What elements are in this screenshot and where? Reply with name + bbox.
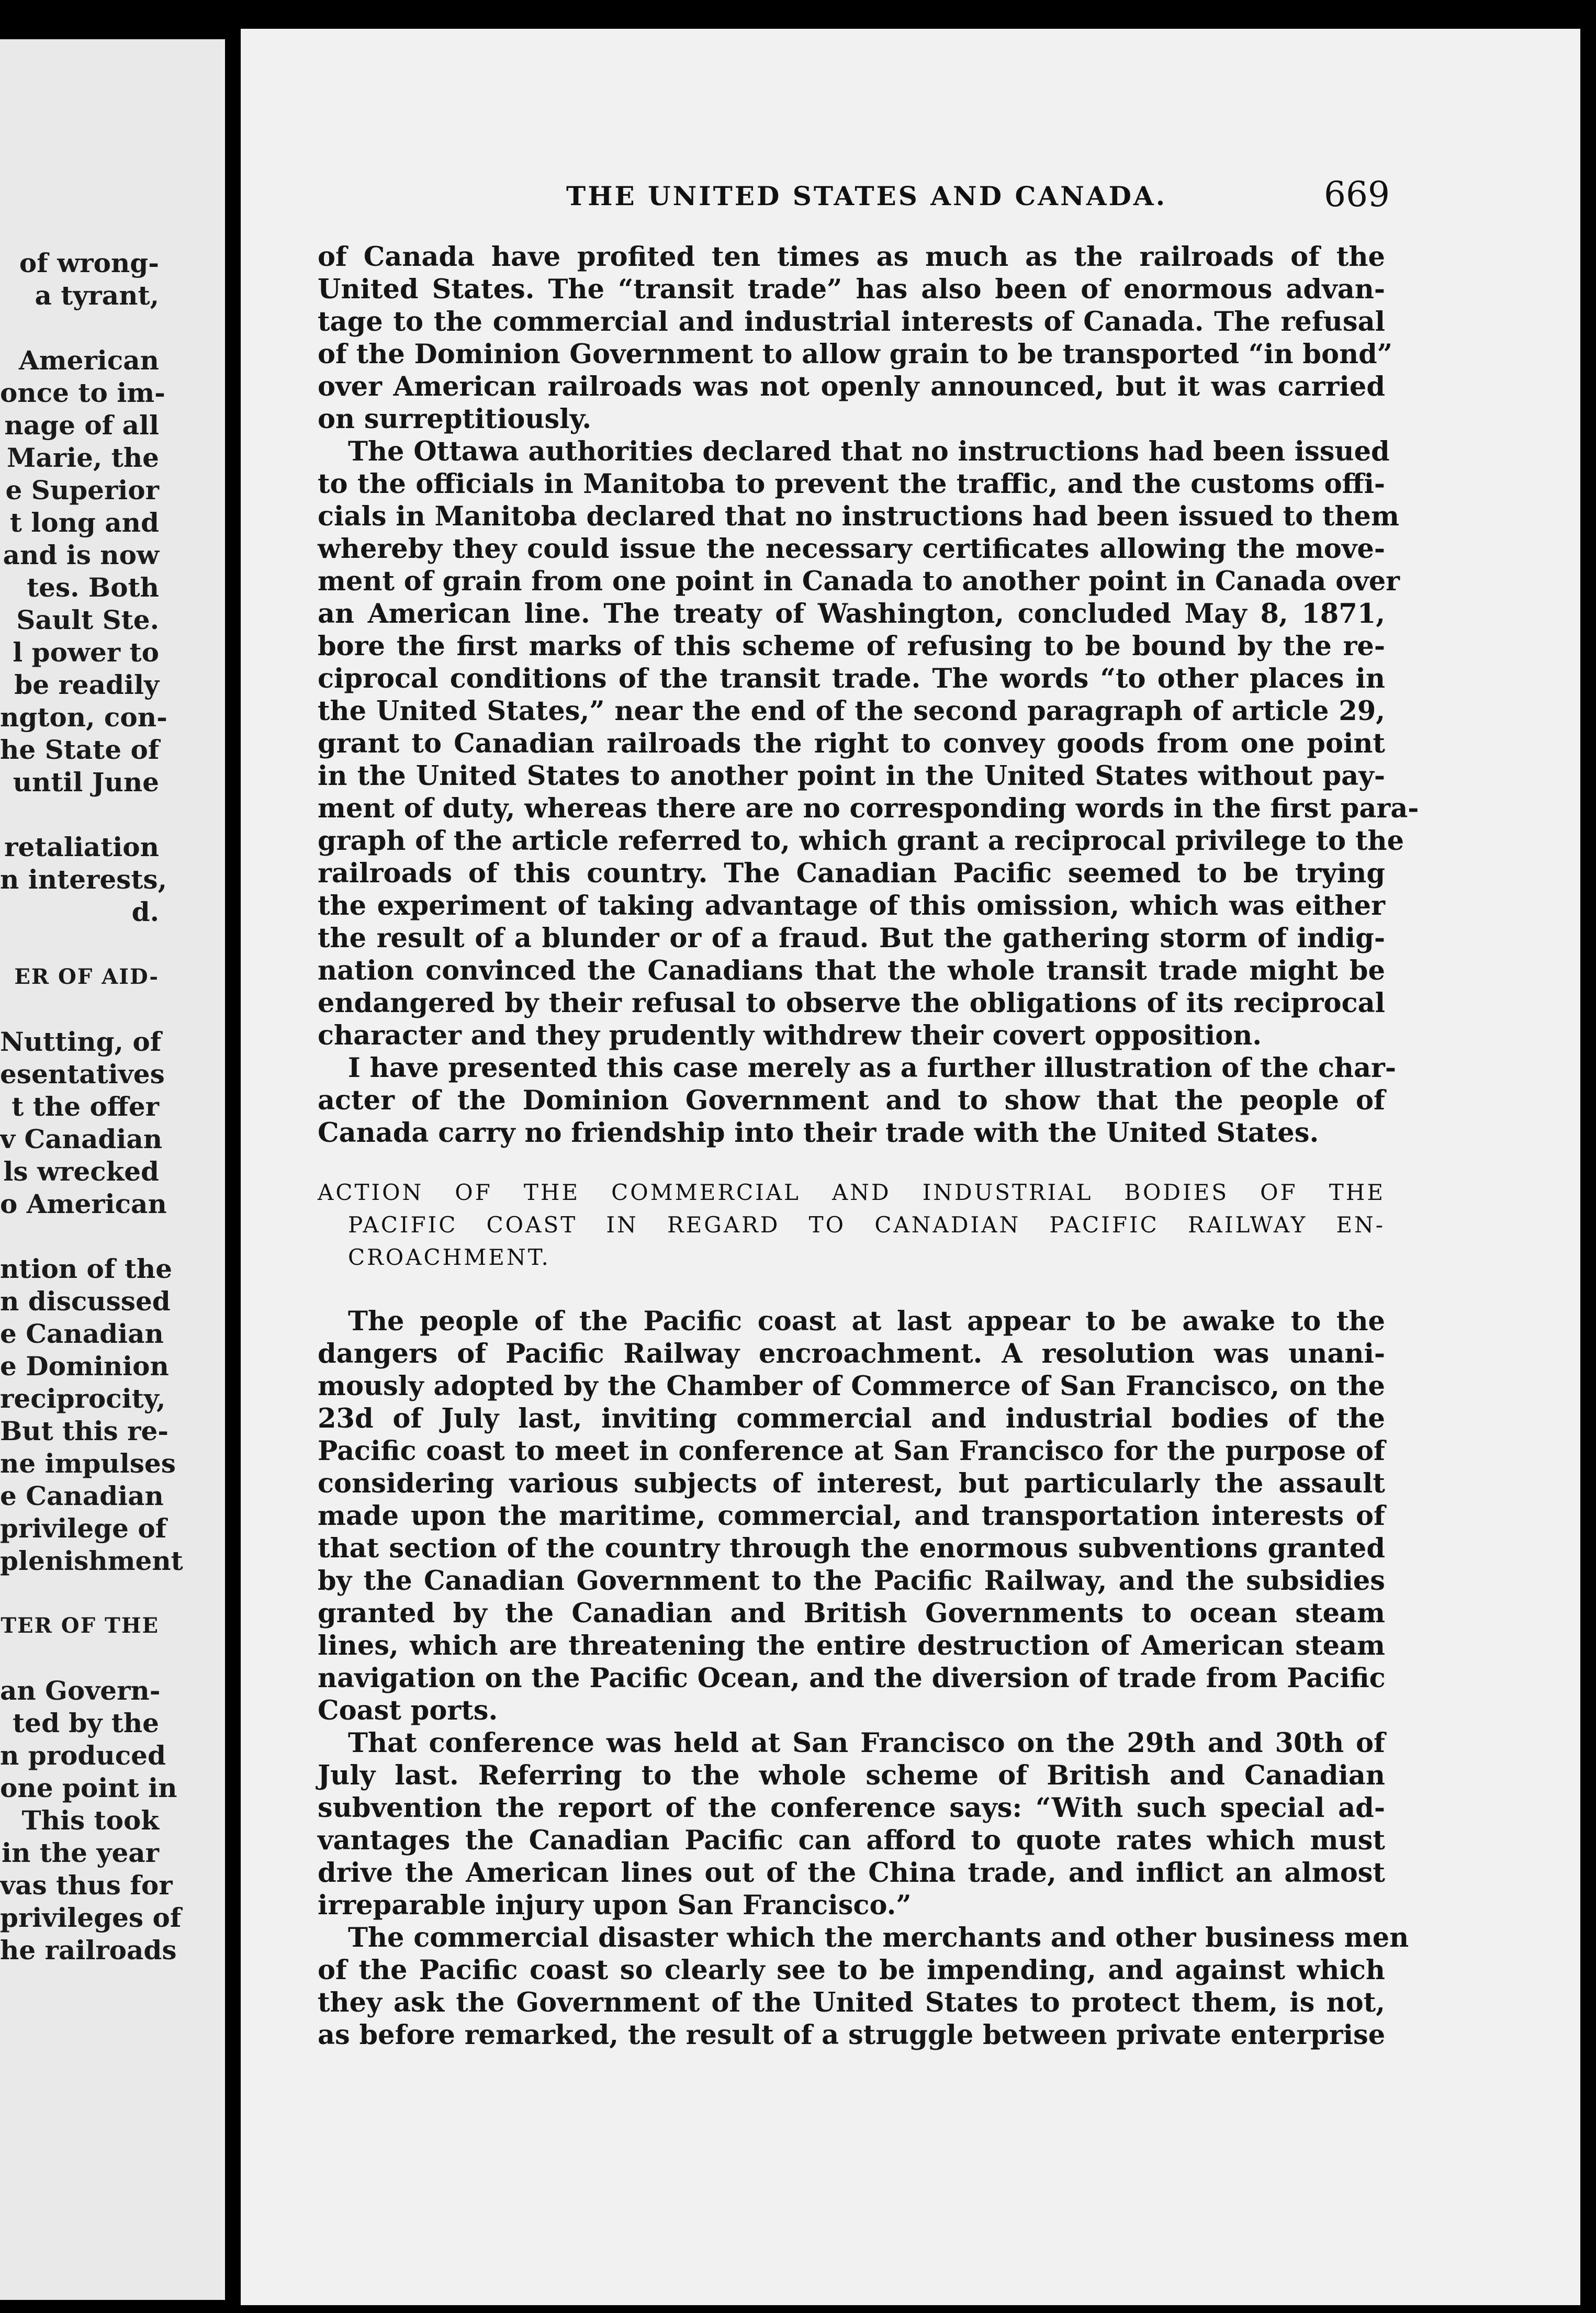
left-page-line: d. (131, 896, 159, 927)
left-page-fragment (0, 39, 225, 2300)
left-page-line: ne impulses (0, 1448, 176, 1479)
left-page-line: in the year (1, 1837, 159, 1868)
text-line: as before remarked, the result of a struggle between private enterprise (318, 2019, 1386, 2051)
text-line: Coast ports. (318, 1695, 498, 1726)
text-line: ciprocal conditions of the transit trade. The words “to other places in (318, 663, 1385, 694)
left-page-line: ntion of the (0, 1253, 173, 1284)
body-text (318, 241, 1419, 2051)
left-page-line: e Canadian (0, 1480, 164, 1511)
left-page-line: esentatives (0, 1059, 165, 1090)
left-page-line (0, 993, 225, 1026)
text-line: of the Pacific coast so clearly see to be impending, and against which (318, 1955, 1385, 1986)
left-page-line: and is now (3, 540, 159, 570)
left-page-line (0, 1642, 225, 1675)
left-page-line: TER OF THE (1, 1613, 159, 1638)
section-heading (318, 1176, 1385, 1274)
text-line: Pacific coast to meet in conference at San Francisco for the purpose of (318, 1435, 1385, 1467)
text-line: United States. The “transit trade” has also been of enormous advan- (318, 274, 1385, 305)
left-page-line: n interests, (0, 864, 167, 895)
running-title: THE UNITED STATES AND CANADA. (566, 181, 1167, 211)
left-page-line: retaliation (4, 832, 159, 862)
paragraph (318, 1727, 1385, 1922)
text-line: made upon the maritime, commercial, and transportation interests of (318, 1500, 1385, 1532)
left-page-line: he State of (0, 734, 160, 765)
left-page-line: tes. Both (27, 572, 159, 603)
text-line: vantages the Canadian Pacific can afford to quote rates which must (318, 1825, 1385, 1856)
right-page (241, 29, 1580, 2305)
left-page-line: privileges of (0, 1902, 182, 1933)
text-line: acter of the Dominion Government and to show that the people of (318, 1085, 1385, 1116)
text-line: graph of the article referred to, which grant a reciprocal privilege to the (318, 825, 1404, 857)
paragraphs-before-heading (318, 241, 1419, 1149)
left-page-line: e Dominion (0, 1351, 169, 1382)
left-page-text (0, 247, 225, 1967)
left-page-line (0, 1220, 225, 1253)
text-line: of the Dominion Government to allow grain to be transported “in bond” (318, 339, 1393, 370)
text-line: by the Canadian Government to the Pacific Railway, and the subsidies (318, 1565, 1385, 1597)
left-page-line: e Canadian (0, 1318, 164, 1349)
left-page-line (0, 1577, 225, 1610)
text-line: whereby they could issue the necessary certificates allowing the move- (318, 533, 1385, 565)
text-line: irreparable injury upon San Francisco.” (318, 1890, 912, 1921)
section-heading-line: CROACHMENT. (348, 1244, 550, 1270)
left-page-line: ted by the (13, 1708, 159, 1738)
left-page-line: he railroads (0, 1935, 177, 1966)
text-line: over American railroads was not openly announced, but it was carried (318, 371, 1385, 402)
text-line: the experiment of taking advantage of this omission, which was either (318, 890, 1385, 922)
text-line: navigation on the Pacific Ocean, and the diversion of trade from Pacific (318, 1663, 1386, 1694)
left-page-line: nage of all (4, 410, 159, 441)
left-page-line: n discussed (0, 1286, 171, 1317)
left-page-line: a tyrant, (35, 280, 159, 311)
text-line: of Canada have profited ten times as much as the railroads of the (318, 241, 1385, 273)
text-line: the result of a blunder or of a fraud. But the gathering storm of indig- (318, 923, 1385, 954)
text-line: on surreptitiously. (318, 403, 592, 435)
text-line: drive the American lines out of the China trade, and inflict an almost (318, 1857, 1385, 1889)
text-line: granted by the Canadian and British Governments to ocean steam (318, 1598, 1385, 1629)
left-page-line: an Govern- (0, 1675, 161, 1706)
text-line: character and they prudently withdrew their covert opposition. (318, 1020, 1262, 1051)
text-line: The commercial disaster which the merchants and other business men (348, 1922, 1409, 1953)
text-line: that section of the country through the enormous subventions granted (318, 1533, 1385, 1564)
left-page-line (0, 312, 225, 344)
left-page-line: vas thus for (0, 1870, 173, 1901)
text-line: tage to the commercial and industrial interests of Canada. The refusal (318, 306, 1385, 338)
left-page-line (0, 799, 225, 831)
left-page-line: t long and (9, 507, 159, 538)
text-line: they ask the Government of the United States to protect them, is not, (318, 1987, 1385, 2018)
left-page-line: Marie, the (7, 442, 159, 473)
page-number: 669 (1324, 174, 1390, 215)
text-line: nation convinced the Canadians that the whole transit trade might be (318, 955, 1385, 986)
text-line: the United States,” near the end of the second paragraph of article 29, (318, 695, 1385, 727)
paragraph (318, 1305, 1385, 1727)
left-page-line: This took (21, 1805, 159, 1836)
text-line: an American line. The treaty of Washington, concluded May 8, 1871, (318, 598, 1385, 630)
text-line: The Ottawa authorities declared that no instructions had been issued (348, 436, 1390, 467)
text-line: cials in Manitoba declared that no instructions had been issued to them (318, 501, 1399, 532)
left-page-line: of wrong- (19, 248, 159, 278)
text-line: 23d of July last, inviting commercial and industrial bodies of the (318, 1403, 1385, 1434)
left-page-line: Sault Ste. (16, 604, 159, 635)
text-line: endangered by their refusal to observe the obligations of its reciprocal (318, 987, 1385, 1019)
left-page-line: ls wrecked (3, 1156, 159, 1187)
left-page-line: But this re- (0, 1416, 169, 1446)
paragraph (318, 435, 1419, 1052)
paragraph (318, 1922, 1409, 2051)
text-line: railroads of this country. The Canadian Pacific seemed to be trying (318, 858, 1385, 889)
text-line: Canada carry no friendship into their trade with the United States. (318, 1117, 1319, 1149)
text-line: That conference was held at San Francisco on the 29th and 30th of (348, 1727, 1385, 1759)
paragraphs-after-heading (318, 1305, 1409, 2051)
text-line: mously adopted by the Chamber of Commerce of San Francisco, on the (318, 1371, 1385, 1402)
left-page-line: l power to (13, 637, 159, 668)
left-page-line: be readily (14, 669, 159, 700)
text-line: to the officials in Manitoba to prevent the traffic, and the customs offi- (318, 468, 1385, 500)
left-page-line: one point in (0, 1772, 177, 1803)
left-page-line: o American (0, 1188, 167, 1219)
left-page-line: reciprocity, (0, 1383, 166, 1414)
left-page-line: plenishment (0, 1545, 183, 1576)
text-line: ment of duty, whereas there are no corresponding words in the first para- (318, 793, 1419, 824)
text-line: ment of grain from one point in Canada to another point in Canada over (318, 566, 1400, 597)
text-line: The people of the Pacific coast at last appear to be awake to the (348, 1306, 1385, 1337)
left-page-line: ER OF AID- (14, 964, 159, 989)
text-line: subvention the report of the conference says: “With such special ad- (318, 1792, 1385, 1824)
text-line: lines, which are threatening the entire destruction of American steam (318, 1630, 1385, 1661)
text-line: grant to Canadian railroads the right to convey goods from one point (318, 728, 1385, 759)
section-heading-line: PACIFIC COAST IN REGARD TO CANADIAN PACIFIC RAILWAY EN- (348, 1212, 1385, 1238)
text-line: in the United States to another point in the United States without pay- (318, 760, 1385, 792)
left-page-line: American (18, 345, 159, 376)
paragraph (318, 241, 1393, 435)
left-page-line: t the offer (12, 1091, 159, 1122)
left-page-line: once to im- (0, 377, 165, 408)
running-head (241, 174, 1580, 221)
text-line: I have presented this case merely as a further illustration of the char- (348, 1052, 1397, 1084)
section-heading-line: ACTION OF THE COMMERCIAL AND INDUSTRIAL BODIES OF THE (318, 1180, 1385, 1205)
left-page-line: n produced (0, 1740, 166, 1771)
left-page-line: v Canadian (0, 1124, 163, 1154)
paragraph (318, 1052, 1397, 1149)
book-gutter (225, 39, 241, 2300)
left-page-line (0, 928, 225, 961)
left-page-line: e Superior (5, 475, 159, 506)
text-line: considering various subjects of interest, but particularly the assault (318, 1468, 1385, 1499)
left-page-line: Nutting, of (0, 1026, 162, 1057)
left-page-line: ngton, con- (0, 702, 167, 733)
text-line: bore the first marks of this scheme of refusing to be bound by the re- (318, 631, 1385, 662)
text-line: dangers of Pacific Railway encroachment. A resolution was unani- (318, 1338, 1385, 1369)
left-page-line: privilege of (0, 1513, 167, 1544)
left-page-line: until June (13, 767, 159, 798)
text-line: July last. Referring to the whole scheme of British and Canadian (318, 1760, 1385, 1791)
